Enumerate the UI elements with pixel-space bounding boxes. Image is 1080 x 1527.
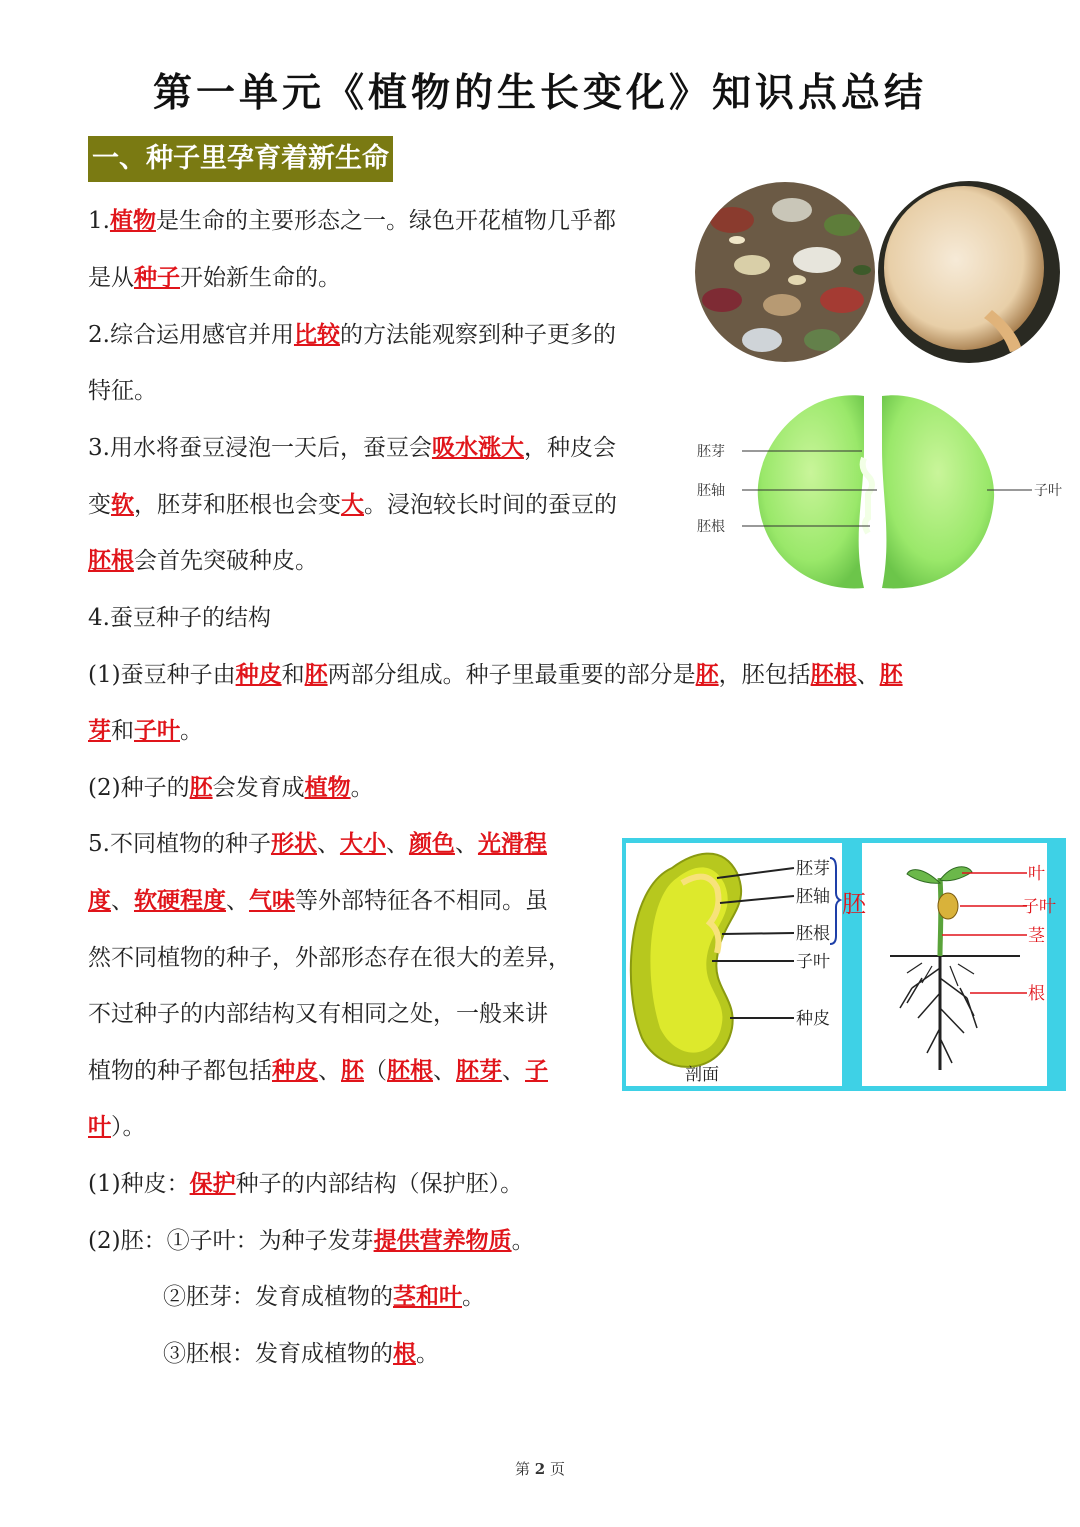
text: 、 — [318, 1058, 341, 1084]
text: 、 — [502, 1058, 525, 1084]
keyword: 胚根 — [810, 661, 857, 688]
broad-bean-diagram — [692, 388, 1072, 598]
text: 的方法能观察到种子更多的 — [339, 322, 616, 348]
point-5-line-4 — [88, 998, 548, 1030]
text: 。浸泡较长时间的蚕豆的 — [364, 492, 617, 518]
keyword: 吸水涨大 — [431, 434, 524, 461]
keyword: 胚根 — [88, 547, 134, 574]
point-5-line-2 — [88, 885, 548, 917]
label-radicle: 胚根 — [697, 519, 725, 535]
label-hypocotyl: 胚轴 — [697, 483, 725, 499]
keyword: 胚根 — [387, 1057, 433, 1084]
point-2-line-1 — [88, 319, 616, 351]
text: 、 — [856, 662, 880, 688]
text: 。 — [350, 775, 374, 801]
keyword: 胚 — [304, 661, 328, 688]
text: 和 — [281, 662, 305, 688]
text: 会首先突破种皮。 — [134, 548, 318, 574]
keyword: 植物 — [304, 774, 351, 801]
point-5-2-sub-2 — [163, 1281, 485, 1313]
keyword: 形状 — [270, 830, 317, 857]
text: 、 — [226, 888, 249, 914]
point-5-2-sub-3 — [163, 1338, 439, 1370]
keyword: 种皮 — [235, 661, 282, 688]
point-1-line-1 — [88, 205, 616, 237]
point-3-line-2 — [88, 489, 617, 521]
label-stem: 茎 — [1028, 926, 1045, 946]
text: 、 — [454, 831, 478, 857]
text: ）。 — [111, 1114, 146, 1140]
text: 然不同植物的种子，外部形态存在很大的差异， — [88, 945, 571, 971]
keyword: 胚芽 — [456, 1057, 502, 1084]
keyword: 保护 — [189, 1170, 236, 1197]
keyword: 大小 — [339, 830, 386, 857]
text: 。 — [416, 1341, 439, 1367]
bean-cross-section-photo — [872, 180, 1072, 365]
point-5-1 — [88, 1168, 523, 1200]
text: 开始新生命的。 — [180, 265, 341, 291]
text: 1. — [88, 208, 110, 234]
page-prefix: 第 — [514, 1460, 530, 1478]
keyword: 光滑程 — [477, 830, 547, 857]
keyword: 胚 — [879, 661, 903, 688]
keyword: 气味 — [249, 887, 295, 914]
keyword: 软 — [111, 491, 134, 518]
keyword: 度 — [88, 887, 111, 914]
point-5-2 — [88, 1225, 535, 1257]
section-heading: 一、种子里孕育着新生命 — [88, 136, 393, 182]
text: 。 — [511, 1228, 535, 1254]
seed-seedling-diagram — [622, 838, 1066, 1091]
keyword: 根 — [393, 1340, 416, 1367]
point-4-1-line-1 — [88, 659, 903, 691]
text: 等外部特征各不相同。虽 — [295, 888, 548, 914]
text: (1)种皮： — [88, 1171, 190, 1197]
text: ，胚芽和胚根也会变 — [134, 492, 341, 518]
text: 2.综合运用感官并用 — [88, 322, 294, 348]
keyword: 植物 — [109, 207, 156, 234]
point-3-line-1 — [88, 432, 616, 464]
keyword: 子 — [525, 1057, 548, 1084]
keyword: 大 — [341, 491, 364, 518]
label-embryo: 胚 — [842, 890, 866, 918]
label-root: 根 — [1028, 984, 1045, 1004]
text: ②胚芽：发育成植物的 — [163, 1284, 393, 1310]
point-4-1-line-2 — [88, 715, 203, 747]
text: ③胚根：发育成植物的 — [163, 1341, 393, 1367]
text: 、 — [316, 831, 340, 857]
text: (1)蚕豆种子由 — [88, 662, 236, 688]
point-1-line-2 — [88, 262, 341, 294]
page-number-value: 2 — [534, 1460, 546, 1478]
text: 。 — [180, 718, 203, 744]
keyword: 种子 — [134, 264, 180, 291]
label-leaf: 叶 — [1028, 864, 1045, 884]
label-sprout-cotyledon: 子叶 — [1022, 897, 1056, 917]
keyword: 颜色 — [408, 830, 455, 857]
text: 和 — [111, 718, 134, 744]
keyword: 芽 — [88, 717, 111, 744]
label-plumule: 胚芽 — [697, 444, 725, 460]
text: 特征。 — [88, 378, 157, 404]
point-5-line-6 — [88, 1111, 146, 1143]
label-plumule: 胚芽 — [796, 859, 830, 879]
text: 、 — [111, 888, 134, 914]
keyword: 胚 — [695, 661, 719, 688]
point-2-line-2 — [88, 375, 157, 407]
point-5-line-5 — [88, 1055, 548, 1087]
left-cotyledon-shape — [758, 395, 864, 588]
text: 植物的种子都包括 — [88, 1058, 272, 1084]
page-title: 第一单元《植物的生长变化》知识点总结 — [152, 71, 927, 116]
page-number — [0, 1458, 1080, 1479]
text: 。 — [462, 1284, 485, 1310]
text: (2)胚：①子叶：为种子发芽 — [88, 1228, 374, 1254]
label-radicle: 胚根 — [796, 924, 830, 944]
text: ，种皮会 — [523, 435, 616, 461]
text: 变 — [88, 492, 111, 518]
keyword: 胚 — [341, 1057, 364, 1084]
label-seed-coat: 种皮 — [796, 1009, 830, 1029]
text: ，胚包括 — [718, 662, 811, 688]
text: 是从 — [88, 265, 134, 291]
text: 不过种子的内部结构又有相同之处，一般来讲 — [88, 1001, 548, 1027]
label-cotyledon: 子叶 — [796, 952, 830, 972]
text: 两部分组成。种子里最重要的部分是 — [327, 662, 696, 688]
text: 会发育成 — [212, 775, 305, 801]
text: 种子的内部结构（保护胚）。 — [235, 1171, 524, 1197]
point-5-line-1 — [88, 828, 547, 860]
embryo-axis-shape — [863, 458, 872, 533]
text: 、 — [385, 831, 409, 857]
label-section: 剖面 — [685, 1065, 719, 1085]
right-cotyledon-shape — [882, 395, 994, 588]
mixed-seeds-photo — [692, 180, 882, 365]
text: 3.用水将蚕豆浸泡一天后，蚕豆会 — [88, 435, 432, 461]
page-suffix: 页 — [550, 1460, 566, 1478]
label-cotyledon: 子叶 — [1034, 483, 1062, 499]
keyword: 比较 — [293, 321, 340, 348]
label-hypocotyl: 胚轴 — [796, 887, 830, 907]
keyword: 提供营养物质 — [373, 1227, 512, 1254]
keyword: 种皮 — [272, 1057, 318, 1084]
seed-photos — [692, 180, 1072, 365]
keyword: 胚 — [189, 774, 213, 801]
point-3-line-3 — [88, 545, 318, 577]
keyword: 子叶 — [134, 717, 180, 744]
text: (2)种子的 — [88, 775, 190, 801]
text: 5.不同植物的种子 — [88, 831, 271, 857]
keyword: 叶 — [88, 1113, 111, 1140]
text: （ — [364, 1058, 387, 1084]
point-5-line-3 — [88, 942, 571, 974]
point-4-2 — [88, 772, 374, 804]
text: 、 — [433, 1058, 456, 1084]
text: 4.蚕豆种子的结构 — [88, 605, 271, 631]
keyword: 软硬程度 — [134, 887, 226, 914]
text: 是生命的主要形态之一。绿色开花植物几乎都 — [155, 208, 616, 234]
keyword: 茎和叶 — [393, 1283, 462, 1310]
point-4-heading — [88, 602, 271, 634]
